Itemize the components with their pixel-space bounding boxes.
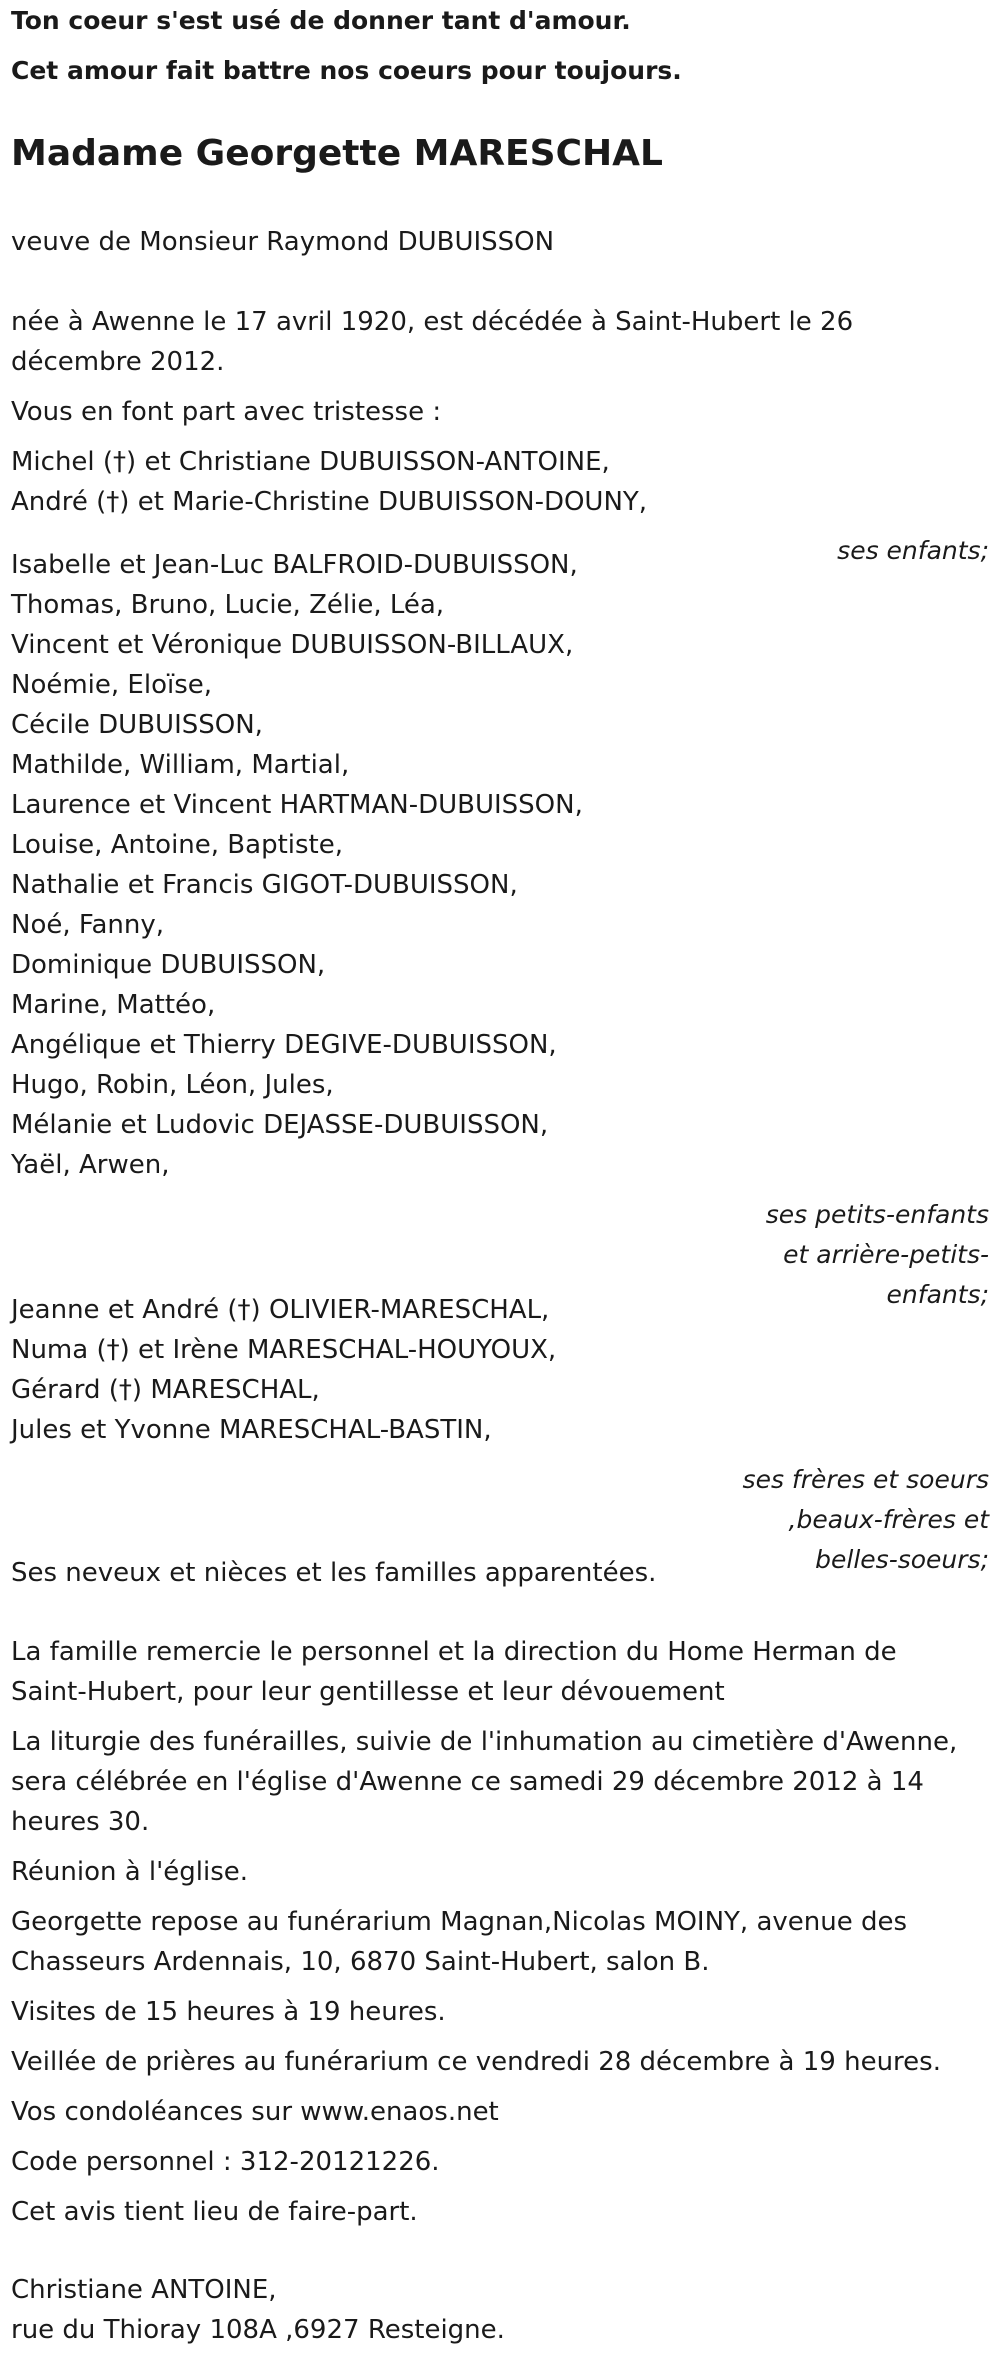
funeral-line-2: sera célébrée en l'église d'Awenne ce samedi 29 décembre 2012 à 14 [11,1767,924,1797]
grandchildren-role-line-1: ses petits-enfants [765,1200,989,1229]
birth-death-line-2: décembre 2012. [11,347,225,377]
grandchild-line: Yaël, Arwen, [11,1150,170,1180]
visits-line: Visites de 15 heures à 19 heures. [11,1997,446,2027]
sibling-line: Numa (†) et Irène MARESCHAL-HOUYOUX, [11,1335,557,1365]
grandchild-line: Vincent et Véronique DUBUISSON-BILLAUX, [11,630,574,660]
grandchild-line: Nathalie et Francis GIGOT-DUBUISSON, [11,870,518,900]
meeting-line: Réunion à l'église. [11,1857,249,1887]
deceased-name: Madame Georgette MARESCHAL [11,133,663,174]
siblings-role-line-2: ,beaux-frères et [788,1505,989,1534]
epitaph-line-2: Cet amour fait battre nos coeurs pour toujours. [11,56,682,85]
grandchild-line: Mélanie et Ludovic DEJASSE-DUBUISSON, [11,1110,549,1140]
grandchild-line: Mathilde, William, Martial, [11,750,350,780]
funeral-line-3: heures 30. [11,1807,150,1837]
notice-line: Cet avis tient lieu de faire-part. [11,2197,418,2227]
grandchild-line: Thomas, Bruno, Lucie, Zélie, Léa, [11,590,445,620]
thanks-line-1: La famille remercie le personnel et la direction du Home Herman de [11,1637,897,1667]
children-role: ses enfants; [837,536,989,565]
grandchild-line: Laurence et Vincent HARTMAN-DUBUISSON, [11,790,583,820]
grandchild-line: Louise, Antoine, Baptiste, [11,830,343,860]
siblings-role-line-1: ses frères et soeurs [742,1465,989,1494]
rest-place-line-1: Georgette repose au funérarium Magnan,Nicolas MOINY, avenue des [11,1907,908,1937]
siblings-role-line-3: belles-soeurs; [815,1545,989,1574]
birth-death-line-1: née à Awenne le 17 avril 1920, est décédée à Saint-Hubert le 26 [11,307,854,337]
contact-address: rue du Thioray 108A ,6927 Resteigne. [11,2315,505,2345]
contact-name: Christiane ANTOINE, [11,2275,277,2305]
epitaph-line-1: Ton coeur s'est usé de donner tant d'amour. [11,6,631,35]
grandchild-line: Cécile DUBUISSON, [11,710,263,740]
rest-place-line-2: Chasseurs Ardennais, 10, 6870 Saint-Hubert, salon B. [11,1947,710,1977]
grandchild-line: Isabelle et Jean-Luc BALFROID-DUBUISSON, [11,550,578,580]
relatives-line: Ses neveux et nièces et les familles apparentées. [11,1558,657,1588]
grandchild-line: Dominique DUBUISSON, [11,950,326,980]
sibling-line: Jules et Yvonne MARESCHAL-BASTIN, [11,1415,492,1445]
child-line: André (†) et Marie-Christine DUBUISSON-DOUNY, [11,487,648,517]
grandchild-line: Angélique et Thierry DEGIVE-DUBUISSON, [11,1030,557,1060]
sibling-line: Jeanne et André (†) OLIVIER-MARESCHAL, [11,1295,550,1325]
code-line: Code personnel : 312-20121226. [11,2147,440,2177]
child-line: Michel (†) et Christiane DUBUISSON-ANTOINE, [11,447,610,477]
grandchild-line: Noé, Fanny, [11,910,164,940]
grandchildren-role-line-2: et arrière-petits- [783,1240,989,1269]
announcement-intro: Vous en font part avec tristesse : [11,397,442,427]
funeral-line-1: La liturgie des funérailles, suivie de l'inhumation au cimetière d'Awenne, [11,1727,958,1757]
grandchild-line: Hugo, Robin, Léon, Jules, [11,1070,334,1100]
grandchildren-role-line-3: enfants; [886,1280,989,1309]
grandchild-line: Marine, Mattéo, [11,990,216,1020]
condolences-line: Vos condoléances sur www.enaos.net [11,2097,499,2127]
grandchild-line: Noémie, Eloïse, [11,670,213,700]
thanks-line-2: Saint-Hubert, pour leur gentillesse et leur dévouement [11,1677,725,1707]
vigil-line: Veillée de prières au funérarium ce vendredi 28 décembre à 19 heures. [11,2047,941,2077]
sibling-line: Gérard (†) MARESCHAL, [11,1375,320,1405]
widow-line: veuve de Monsieur Raymond DUBUISSON [11,227,555,257]
